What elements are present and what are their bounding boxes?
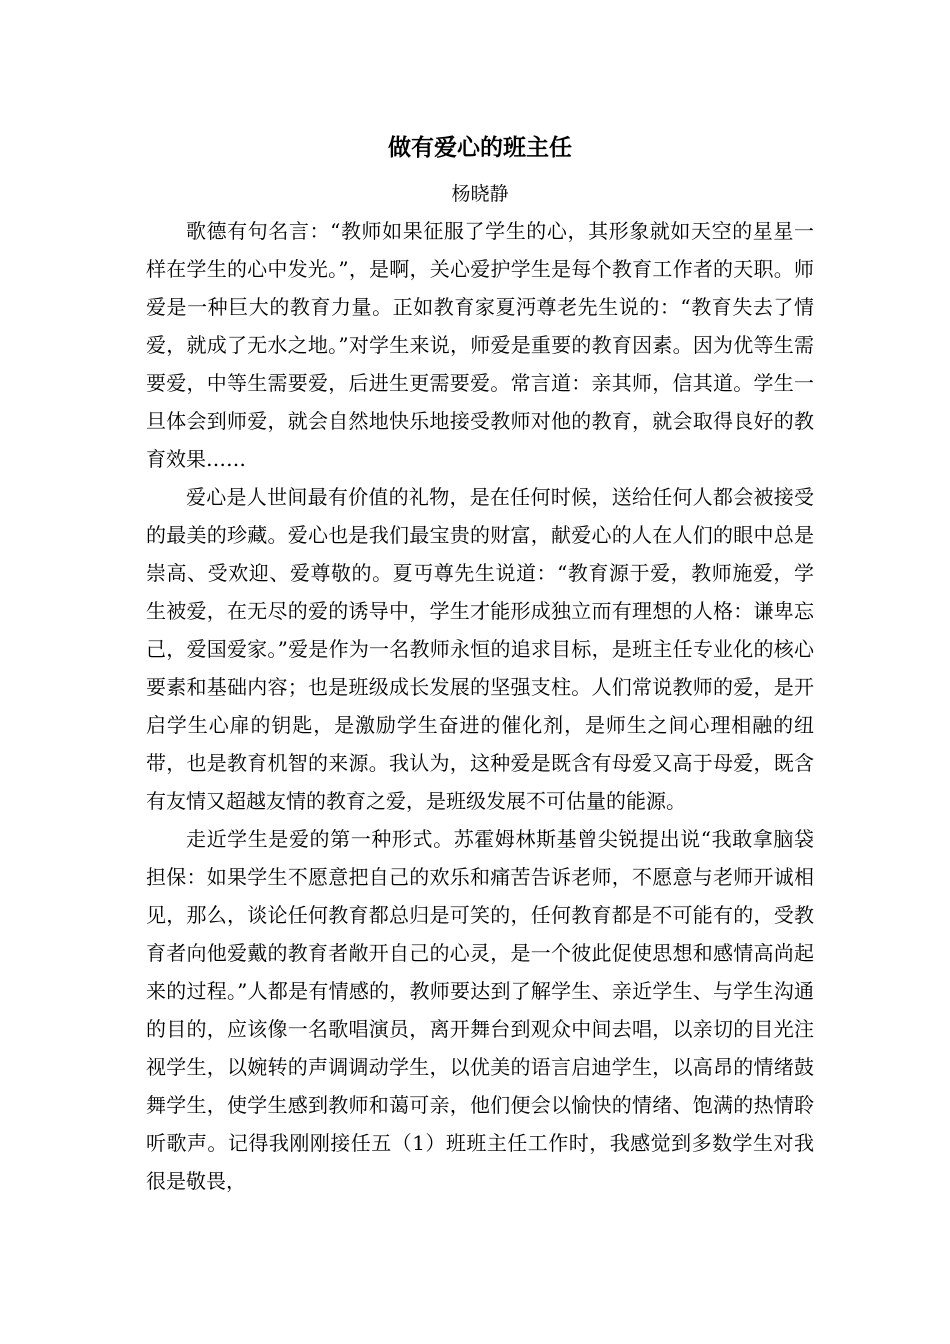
document-page [146,128,814,1200]
body-paragraph-2: 爱心是人世间最有价值的礼物，是在任何时候，送给任何人都会被接受的最美的珍藏。爱心也是我们最宝贵的财富，献爱心的人在人们的眼中总是崇高、受欢迎、爱尊敬的。夏丏尊先生说道：“教育源于爱，教师施爱，学生被爱，在无尽的爱的诱导中，学生才能形成独立而有理想的人格：谦卑忘己，爱国爱家。”爱是作为一名教师永恒的追求目标，是班主任专业化的核心要素和基础内容；也是班级成长发展的坚强支柱。人们常说教师的爱，是开启学生心扉的钥匙，是激励学生奋进的催化剂，是师生之间心理相融的纽带，也是教育机智的来源。我认为，这种爱是既含有母爱又高于母爱，既含有友情又超越友情的教育之爱，是班级发展不可估量的能源。 [146,485,814,813]
body-paragraph-3: 走近学生是爱的第一种形式。苏霍姆林斯基曾尖锐提出说“我敢拿脑袋担保：如果学生不愿意把自己的欢乐和痛苦告诉老师，不愿意与老师开诚相见，那么，谈论任何教育都总归是可笑的，任何教育都是不可能有的，受教育者向他爱戴的教育者敞开自己的心灵，是一个彼此促使思想和感情高尚起来的过程。”人都是有情感的，教师要达到了解学生、亲近学生、与学生沟通的目的，应该像一名歌唱演员，离开舞台到观众中间去唱，以亲切的目光注视学生，以婉转的声调调动学生，以优美的语言启迪学生，以高昂的情绪鼓舞学生，使学生感到教师和蔼可亲，他们便会以愉快的情绪、饱满的热情聆听歌声。记得我刚刚接任五（1）班班主任工作时，我感觉到多数学生对我很是敬畏， [146,827,814,1193]
document-title: 做有爱心的班主任 [388,135,572,161]
body-paragraph-1: 歌德有句名言：“教师如果征服了学生的心，其形象就如天空的星星一样在学生的心中发光。”，是啊，关心爱护学生是每个教育工作者的天职。师爱是一种巨大的教育力量。正如教育家夏沔尊老先生说的：“教育失去了情爱，就成了无水之地。”对学生来说，师爱是重要的教育因素。因为优等生需要爱，中等生需要爱，后进生更需要爱。常言道：亲其师，信其道。学生一旦体会到师爱，就会自然地快乐地接受教师对他的教育，就会取得良好的教育效果…… [146,219,814,471]
document-author: 杨晓静 [451,183,509,205]
